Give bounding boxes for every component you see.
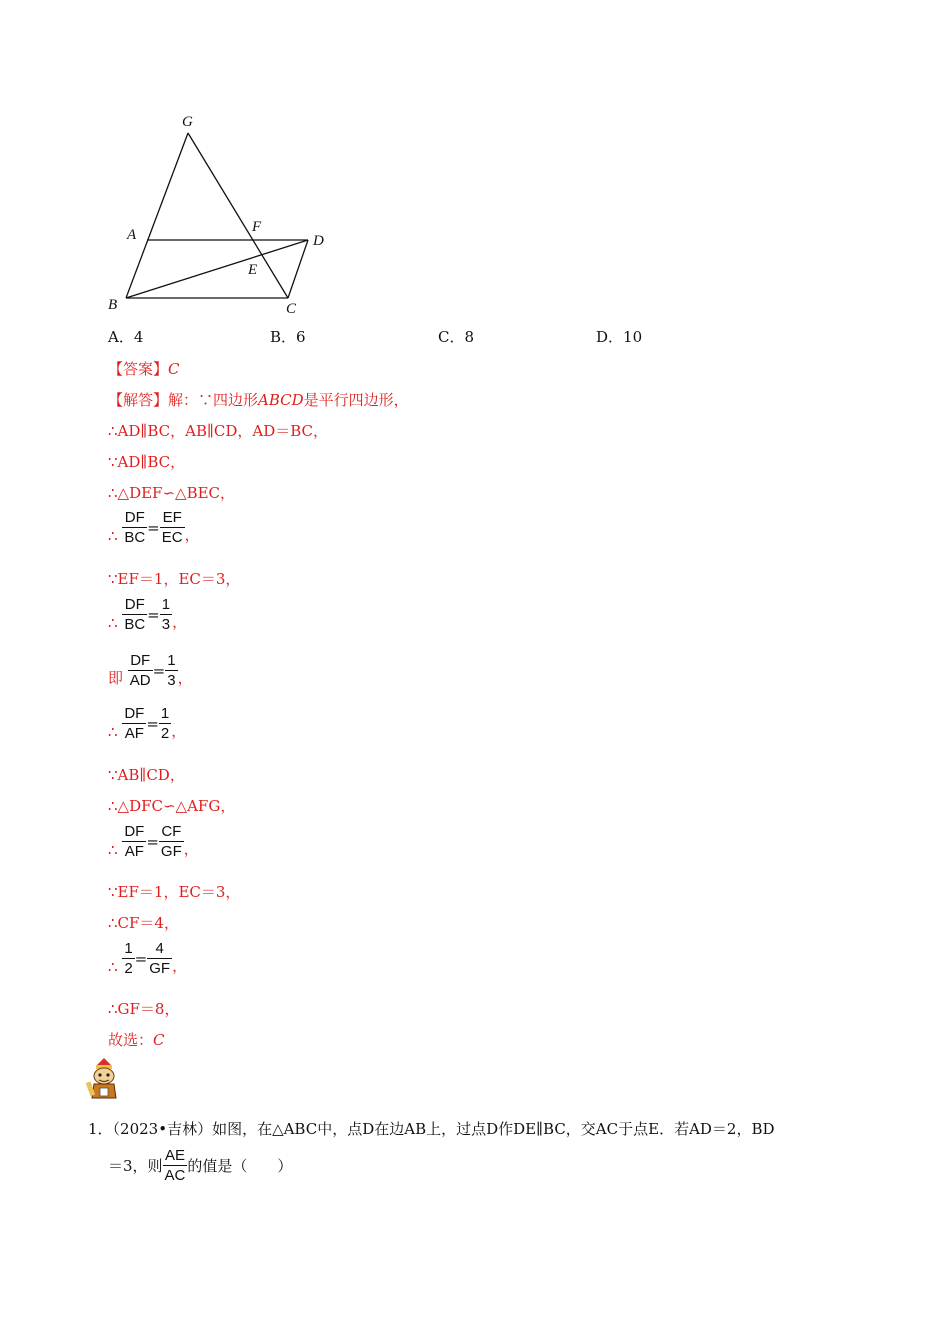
- fraction-line-2: ∴ $\frac{DF}{BC}$ = $\frac{1}{3}$ ，: [108, 596, 188, 633]
- fraction: $\frac{1}{2}$: [160, 705, 170, 742]
- fraction: $\frac{AE}{AC}$: [164, 1147, 186, 1184]
- mascot-pencil-icon: [86, 1056, 122, 1102]
- answer-line: [108, 358, 180, 379]
- fraction: $\frac{DF}{BC}$: [124, 509, 146, 546]
- fraction: $\frac{DF}{AD}$: [129, 652, 151, 689]
- fraction-line-6: ∴ $\frac{1}{2}$ = $\frac{4}{GF}$ ，: [108, 940, 188, 977]
- solution-line-8: ∴CF＝4，: [108, 914, 179, 932]
- fraction: $\frac{1}{3}$: [167, 652, 176, 689]
- fraction-line-5: ∴ $\frac{DF}{AF}$ = $\frac{CF}{GF}$ ，: [108, 823, 199, 860]
- solution-line-9: ∴GF＝8，: [108, 1000, 180, 1018]
- solution-intro-prefix: 解：∵四边形: [168, 391, 259, 409]
- label-A: A: [127, 227, 137, 243]
- label-E: E: [248, 262, 258, 278]
- question-continuation: ＝3，则 $\frac{AE}{AC}$ 的值是（ ）: [108, 1147, 293, 1184]
- solution-line-4: ∵EF＝1，EC＝3，: [108, 570, 241, 588]
- solution-line-6: ∴△DFC∽△AFG，: [108, 797, 236, 815]
- fraction: $\frac{EF}{EC}$: [161, 509, 183, 546]
- fraction: $\frac{DF}{AF}$: [124, 823, 145, 860]
- option-b[interactable]: B．6: [270, 328, 306, 346]
- fraction: $\frac{DF}{BC}$: [124, 596, 146, 633]
- fraction-line-3: 即 $\frac{DF}{AD}$ = $\frac{1}{3}$ ，: [108, 652, 193, 689]
- solution-line-5: ∵AB∥CD，: [108, 766, 185, 784]
- solution-tag: 【解答】: [108, 391, 169, 409]
- label-F: F: [252, 219, 262, 235]
- fraction-line-1: ∴ $\frac{DF}{BC}$ = $\frac{EF}{EC}$ ，: [108, 509, 200, 546]
- label-C: C: [286, 301, 297, 317]
- fraction: $\frac{1}{2}$: [124, 940, 133, 977]
- label-B: B: [108, 297, 118, 313]
- label-D: D: [313, 233, 324, 249]
- label-G: G: [182, 114, 193, 130]
- solution-intro-var: ABCD: [258, 391, 304, 409]
- option-d[interactable]: D．10: [596, 328, 643, 346]
- answer-options: [108, 326, 868, 346]
- line-GB: [126, 133, 188, 298]
- solution-line-2: ∵AD∥BC，: [108, 453, 186, 471]
- geometry-figure: [100, 105, 340, 320]
- solution-line-3: ∴△DEF∽△BEC，: [108, 484, 236, 502]
- option-a[interactable]: A．4: [108, 328, 144, 346]
- question-number: 1．: [88, 1120, 113, 1138]
- fraction: $\frac{CF}{GF}$: [160, 823, 182, 860]
- solution-line-7: ∵EF＝1，EC＝3，: [108, 883, 241, 901]
- line-BD: [126, 240, 308, 298]
- question-text: （2023•吉林）如图，在△ABC中，点D在边AB上，过点D作DE∥BC，交AC于点E．若AD＝2，BD: [112, 1120, 775, 1138]
- question-line: [88, 1118, 878, 1139]
- solution-intro-suffix: 是平行四边形，: [303, 391, 409, 409]
- solution-line-10: 故选：C: [108, 1031, 165, 1049]
- fraction: $\frac{1}{3}$: [161, 596, 171, 633]
- solution-intro: [108, 389, 409, 410]
- line-DC: [288, 240, 308, 298]
- fraction: $\frac{4}{GF}$: [149, 940, 171, 977]
- fraction-prefix: ∴: [108, 527, 118, 545]
- solution-line-1: ∴AD∥BC，AB∥CD，AD＝BC，: [108, 422, 329, 440]
- answer-tag: 【答案】: [108, 360, 169, 378]
- fraction-line-4: ∴ $\frac{DF}{AF}$ = $\frac{1}{2}$ ，: [108, 705, 187, 742]
- answer-value: C: [168, 360, 180, 378]
- fraction: $\frac{DF}{AF}$: [124, 705, 145, 742]
- option-c[interactable]: C．8: [438, 328, 475, 346]
